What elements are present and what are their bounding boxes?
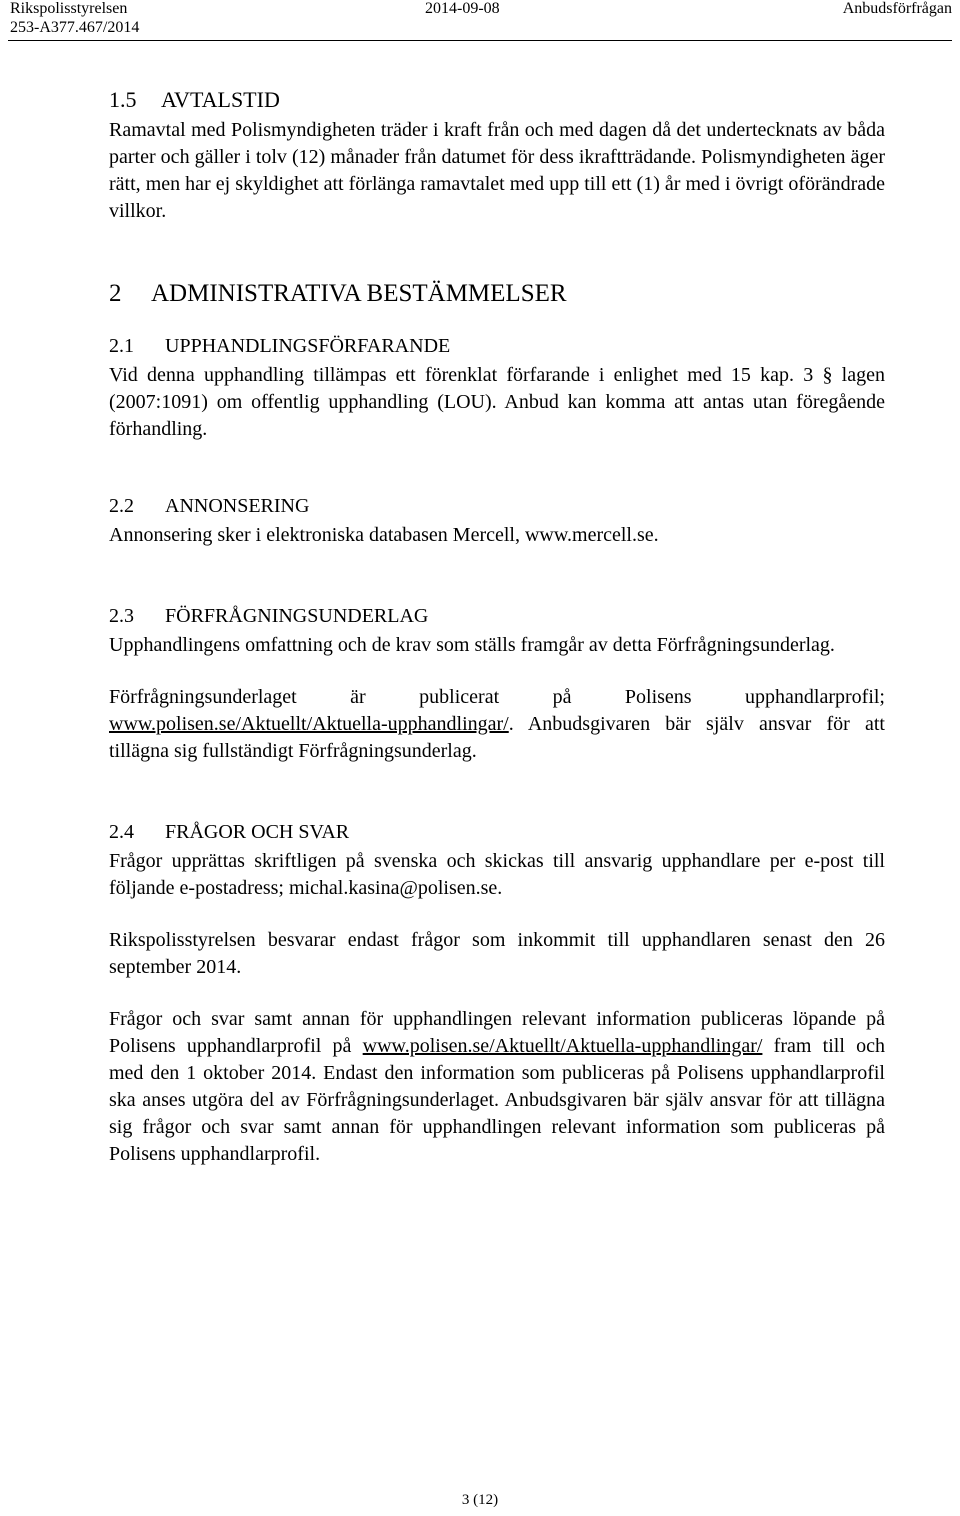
section-text: Upphandlingens omfattning och de krav som ställs framgår av detta Förfrågningsunderlag. [109,634,835,656]
page-number: 3 (12) [461,1492,499,1508]
section-heading [109,333,885,359]
polisen-upphandlingar-link[interactable]: www.polisen.se/Aktuellt/Aktuella-upphandlingar/ [109,713,509,735]
section-title: FÖRFRÅGNINGSUNDERLAG [165,605,429,627]
section-heading [109,819,885,845]
header-organization: Rikspolisstyrelsen [10,0,128,17]
page-header [0,0,960,40]
section-heading [109,279,885,309]
text-run: fram till och med den 1 oktober 2014. Endast den information som publiceras på Polisens upphandlarprofil ska anses utgöra del av Förfrågningsunderlaget. Anbudsgivaren bär själv ansvar för att tillägna sig frågor och svar samt annan för upphandlingen relevant information som publiceras på Polisens upphandlarprofil. [109,1035,885,1165]
section-2-2 [109,493,885,549]
section-2 [109,279,885,309]
text-run: . Anbudsgivaren bär själv ansvar för att tillägna sig fullständigt Förfrågningsunderlag. [109,713,885,762]
section-title: AVTALSTID [161,87,280,112]
section-2-3 [109,603,885,765]
section-heading [109,86,885,114]
section-text: Annonsering sker i elektroniska databasen Mercell, www.mercell.se. [109,524,659,546]
document-body [109,86,885,1168]
section-text [109,1006,885,1168]
text-run: Frågor och svar samt annan för upphandlingen relevant information publiceras löpande på Polisens upphandlarprofil på [109,1008,885,1057]
section-number: 2.1 [109,335,134,357]
header-reference: 253-A377.467/2014 [10,19,140,36]
section-text: Ramavtal med Polismyndigheten träder i kraft från och med dagen då det undertecknats av båda parter och gäller i tolv (12) månader från datumet för dess ikraftträdande. Polismyndigheten äger rätt, men har ej skyldighet att förlänga ramavtalet med upp till ett (1) år med i övrigt oförändrade villkor. [109,119,885,222]
section-number: 2 [109,280,122,307]
section-text [109,684,885,765]
header-date: 2014-09-08 [425,0,500,17]
section-heading [109,603,885,629]
section-title: ADMINISTRATIVA BESTÄMMELSER [151,280,567,307]
header-divider [8,40,952,41]
section-text: Frågor upprättas skriftligen på svenska och skickas till ansvarig upphandlare per e-post till följande e-postadress; michal.kasina@polisen.se. [109,850,885,899]
section-1-5 [109,86,885,225]
section-2-1 [109,333,885,443]
section-text: Rikspolisstyrelsen besvarar endast frågor som inkommit till upphandlaren senast den 26 september 2014. [109,929,885,978]
section-heading [109,493,885,519]
section-number: 2.2 [109,495,134,517]
section-title: ANNONSERING [165,495,310,517]
polisen-upphandlingar-link[interactable]: www.polisen.se/Aktuellt/Aktuella-upphandlingar/ [362,1035,763,1057]
section-2-4 [109,819,885,1168]
section-text: Vid denna upphandling tillämpas ett förenklat förfarande i enlighet med 15 kap. 3 § lagen (2007:1091) om offentlig upphandling (LOU). Anbud kan komma att antas utan föregående förhandling. [109,364,885,440]
section-number: 2.3 [109,605,134,627]
section-number: 1.5 [109,87,137,112]
section-number: 2.4 [109,821,134,843]
section-title: UPPHANDLINGSFÖRFARANDE [165,335,451,357]
text-run: Förfrågningsunderlaget är publicerat på Polisens upphandlarprofil; [109,686,885,708]
section-title: FRÅGOR OCH SVAR [165,821,350,843]
header-doc-type: Anbudsförfrågan [842,0,952,17]
